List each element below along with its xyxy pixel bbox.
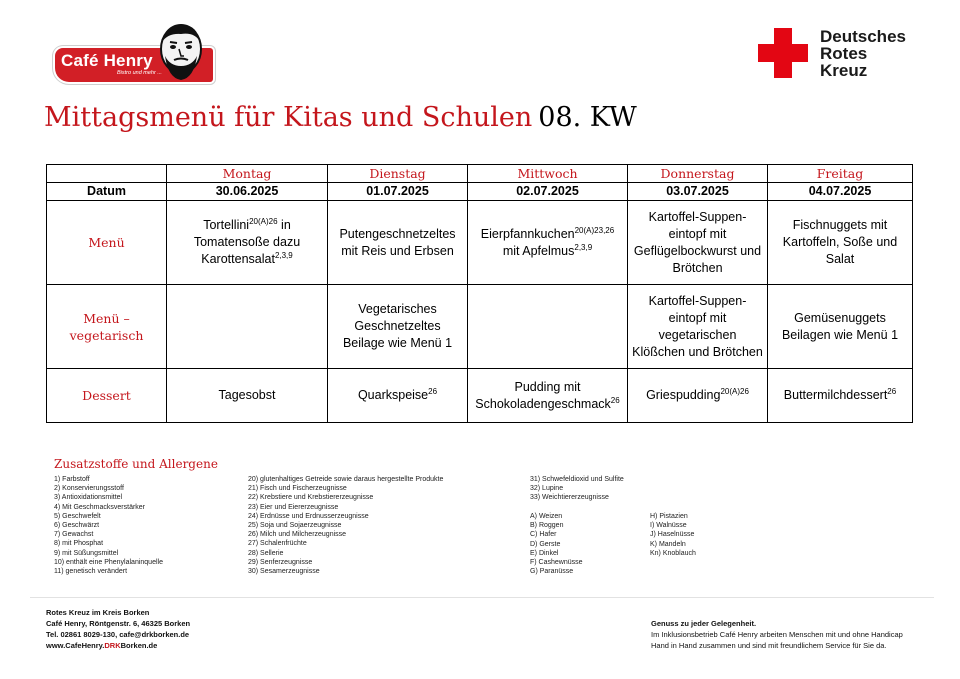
- dessert-friday-sup: 26: [887, 387, 897, 396]
- row-label-dessert: Dessert: [47, 369, 167, 423]
- menu-thursday-text: Kartoffel-Suppen-eintopf mit Geflügelbockwurst und Brötchen: [633, 209, 762, 275]
- allergen-item: 9) mit Süßungsmittel: [54, 549, 119, 557]
- drk-line-3: Kreuz: [820, 61, 868, 80]
- menu-monday-sup-b: 2,3,9: [274, 251, 293, 260]
- dessert-friday-text: Buttermilchdessert: [783, 388, 888, 402]
- allergen-item: 29) Senferzeugnisse: [248, 558, 313, 566]
- veg-wednesday: [468, 285, 628, 369]
- menu-thursday: [628, 201, 768, 285]
- dessert-friday: [768, 369, 913, 423]
- date-label: Datum: [47, 183, 167, 201]
- footer-website-c: Borken.de: [120, 641, 158, 650]
- date-wednesday: 02.07.2025: [468, 183, 628, 201]
- menu-table: [46, 164, 913, 423]
- allergen-item: 30) Sesamerzeugnisse: [248, 568, 320, 576]
- page-title-main: Mittagsmenü für Kitas und Schulen: [44, 102, 533, 133]
- footer-phone-email: Tel. 02861 8029-130, cafe@drkborken.de: [46, 630, 190, 639]
- menu-friday-text: Fischnuggets mit Kartoffeln, Soße und Salat: [782, 218, 898, 266]
- row-label-menu: Menü: [47, 201, 167, 285]
- veg-tuesday: [328, 285, 468, 369]
- allergen-list-allergens: [248, 475, 443, 576]
- cafe-name: Café Henry: [61, 51, 153, 70]
- footer-website-a: www.CafeHenry.: [46, 641, 105, 650]
- allergen-item: 6) Geschwärzt: [54, 522, 100, 530]
- dessert-thursday-text: Griespudding: [646, 388, 721, 402]
- allergen-item: 26) Milch und Milcherzeugnisse: [248, 531, 347, 539]
- header-empty-cell: [47, 165, 167, 183]
- dessert-monday: Tagesobst: [167, 369, 328, 423]
- date-monday: 30.06.2025: [167, 183, 328, 201]
- dessert-row: [47, 369, 913, 423]
- table-header-row: [47, 165, 913, 183]
- dessert-wednesday: [468, 369, 628, 423]
- allergen-item: 20) glutenhaltiges Getreide sowie daraus hergestellte Produkte: [248, 476, 444, 483]
- allergen-item: 31) Schwefeldioxid und Sulfite: [530, 476, 624, 483]
- allergen-item: 5) Geschwefelt: [54, 512, 101, 520]
- row-label-veg-line1: Menü –: [83, 310, 130, 326]
- allergen-list-grains: [530, 512, 583, 576]
- dessert-thursday: [628, 369, 768, 423]
- allergen-item: 8) mit Phosphat: [54, 540, 104, 548]
- footer-org: Rotes Kreuz im Kreis Borken: [46, 608, 150, 617]
- menu-monday-sup-a: 20(A)26: [249, 217, 278, 226]
- menu-wednesday-sup-a: 20(A)23,26: [574, 225, 615, 235]
- date-friday: 04.07.2025: [768, 183, 913, 201]
- day-header-friday: Freitag: [768, 165, 913, 183]
- allergen-item: 11) genetisch verändert: [54, 568, 128, 576]
- menu-wednesday-text-a: Eierpfannkuchen: [480, 226, 575, 241]
- allergen-item: G) Paranüsse: [530, 568, 574, 576]
- veg-thursday: [628, 285, 768, 369]
- dessert-tuesday: [328, 369, 468, 423]
- menu-monday-text-b: in Tomatensoße dazu Karottensalat: [193, 218, 301, 266]
- drk-logo: [758, 28, 928, 80]
- allergen-item: C) Hafer: [530, 531, 557, 539]
- allergen-item: 28) Sellerie: [248, 549, 284, 557]
- allergen-item: 32) Lupine: [530, 485, 564, 493]
- footer-slogan-block: [651, 618, 903, 651]
- allergen-item: 23) Eier und Eiererzeugnisse: [248, 503, 339, 511]
- dessert-tuesday-text: Quarkspeise: [357, 388, 429, 402]
- veg-tuesday-text: Vegetarisches Geschnetzeltes Beilage wie Menü 1: [342, 302, 453, 350]
- day-header-thursday: Donnerstag: [628, 165, 768, 183]
- menu-wednesday-sup-b: 2,3,9: [574, 242, 593, 252]
- allergen-item: D) Gerste: [530, 540, 561, 548]
- menu-tuesday: [328, 201, 468, 285]
- allergen-item: H) Pistazien: [650, 513, 688, 520]
- veg-monday: [167, 285, 328, 369]
- menu-tuesday-text: Putengeschnetzeltes mit Reis und Erbsen: [339, 226, 456, 258]
- allergen-item: 4) Mit Geschmacksverstärker: [54, 503, 146, 511]
- footer-slogan: Genuss zu jeder Gelegenheit.: [651, 619, 757, 628]
- allergen-item: 24) Erdnüsse und Erdnusserzeugnisse: [248, 512, 369, 520]
- date-tuesday: 01.07.2025: [328, 183, 468, 201]
- day-header-tuesday: Dienstag: [328, 165, 468, 183]
- red-cross-icon: [758, 28, 808, 78]
- dessert-thursday-sup: 20(A)26: [720, 387, 749, 396]
- drk-line-2: Rotes: [820, 44, 868, 63]
- allergen-item: 3) Antioxidationsmittel: [54, 494, 123, 502]
- allergen-item: 25) Soja und Sojaerzeugnisse: [248, 522, 342, 530]
- cafe-henry-logo: [55, 22, 215, 84]
- menu-monday-text-a: Tortellini: [203, 218, 250, 232]
- veg-thursday-text: Kartoffel-Suppen-eintopf mit vegetarischen Klößchen und Brötchen: [632, 293, 763, 359]
- dessert-wednesday-sup: 26: [610, 395, 620, 405]
- dessert-wednesday-text: Pudding mit Schokoladengeschmack: [475, 379, 611, 411]
- dessert-tuesday-sup: 26: [428, 387, 438, 396]
- drk-wordmark: [820, 28, 906, 79]
- veg-menu-row: [47, 285, 913, 369]
- day-header-monday: Montag: [167, 165, 328, 183]
- allergen-item: A) Weizen: [530, 513, 563, 520]
- allergen-item: K) Mandeln: [650, 540, 686, 548]
- allergen-item: 10) enthält eine Phenylalaninquelle: [54, 558, 163, 566]
- allergen-item: J) Haselnüsse: [650, 531, 695, 539]
- footer-website-b: DRK: [104, 641, 121, 650]
- allergen-item: 2) Konservierungsstoff: [54, 485, 124, 493]
- allergen-list-allergens-extra: [530, 475, 624, 503]
- allergen-item: 1) Farbstoff: [54, 476, 90, 483]
- footer-website[interactable]: [46, 640, 190, 651]
- drk-line-1: Deutsches: [820, 27, 906, 46]
- menu-wednesday-text-b: mit Apfelmus: [502, 243, 575, 258]
- menu-monday: [167, 201, 328, 285]
- footer-text-2: Hand in Hand zusammen und sind mit freundlichem Service für Sie da.: [651, 641, 887, 650]
- date-thursday: 03.07.2025: [628, 183, 768, 201]
- allergen-list-nuts: [650, 512, 696, 558]
- veg-friday-text: Gemüsenuggets Beilagen wie Menü 1: [781, 310, 899, 342]
- allergen-item: 33) Weichtiererzeugnisse: [530, 494, 609, 502]
- allergen-item: I) Walnüsse: [650, 522, 687, 530]
- footer-divider: [30, 597, 934, 598]
- allergen-list-additives: [54, 475, 163, 576]
- day-header-wednesday: Mittwoch: [468, 165, 628, 183]
- row-label-veg: [47, 285, 167, 369]
- cafe-tagline: Bistro und mehr ...: [117, 70, 162, 76]
- allergen-title: Zusatzstoffe und Allergene: [54, 457, 218, 471]
- footer-address: Café Henry, Röntgenstr. 6, 46325 Borken: [46, 619, 191, 628]
- date-row: [47, 183, 913, 201]
- menu-row: [47, 201, 913, 285]
- page-title-week: 08. KW: [538, 102, 637, 133]
- allergen-item: E) Dinkel: [530, 549, 559, 557]
- allergen-item: 7) Gewachst: [54, 531, 94, 539]
- menu-friday: [768, 201, 913, 285]
- allergen-item: B) Roggen: [530, 522, 564, 530]
- row-label-veg-line2: vegetarisch: [69, 327, 144, 343]
- allergen-item: F) Cashewnüsse: [530, 559, 583, 567]
- veg-friday: [768, 285, 913, 369]
- footer-text-1: Im Inklusionsbetrieb Café Henry arbeiten Menschen mit und ohne Handicap: [651, 630, 903, 639]
- allergen-item: Kn) Knoblauch: [650, 549, 696, 557]
- allergen-item: 22) Krebstiere und Krebstiererzeugnisse: [248, 494, 374, 502]
- menu-wednesday: [468, 201, 628, 285]
- page-title: [44, 102, 637, 133]
- footer-contact: [46, 607, 190, 651]
- allergen-item: 21) Fisch und Fischerzeugnisse: [248, 485, 347, 493]
- allergen-item: 27) Schalenfrüchte: [248, 540, 307, 548]
